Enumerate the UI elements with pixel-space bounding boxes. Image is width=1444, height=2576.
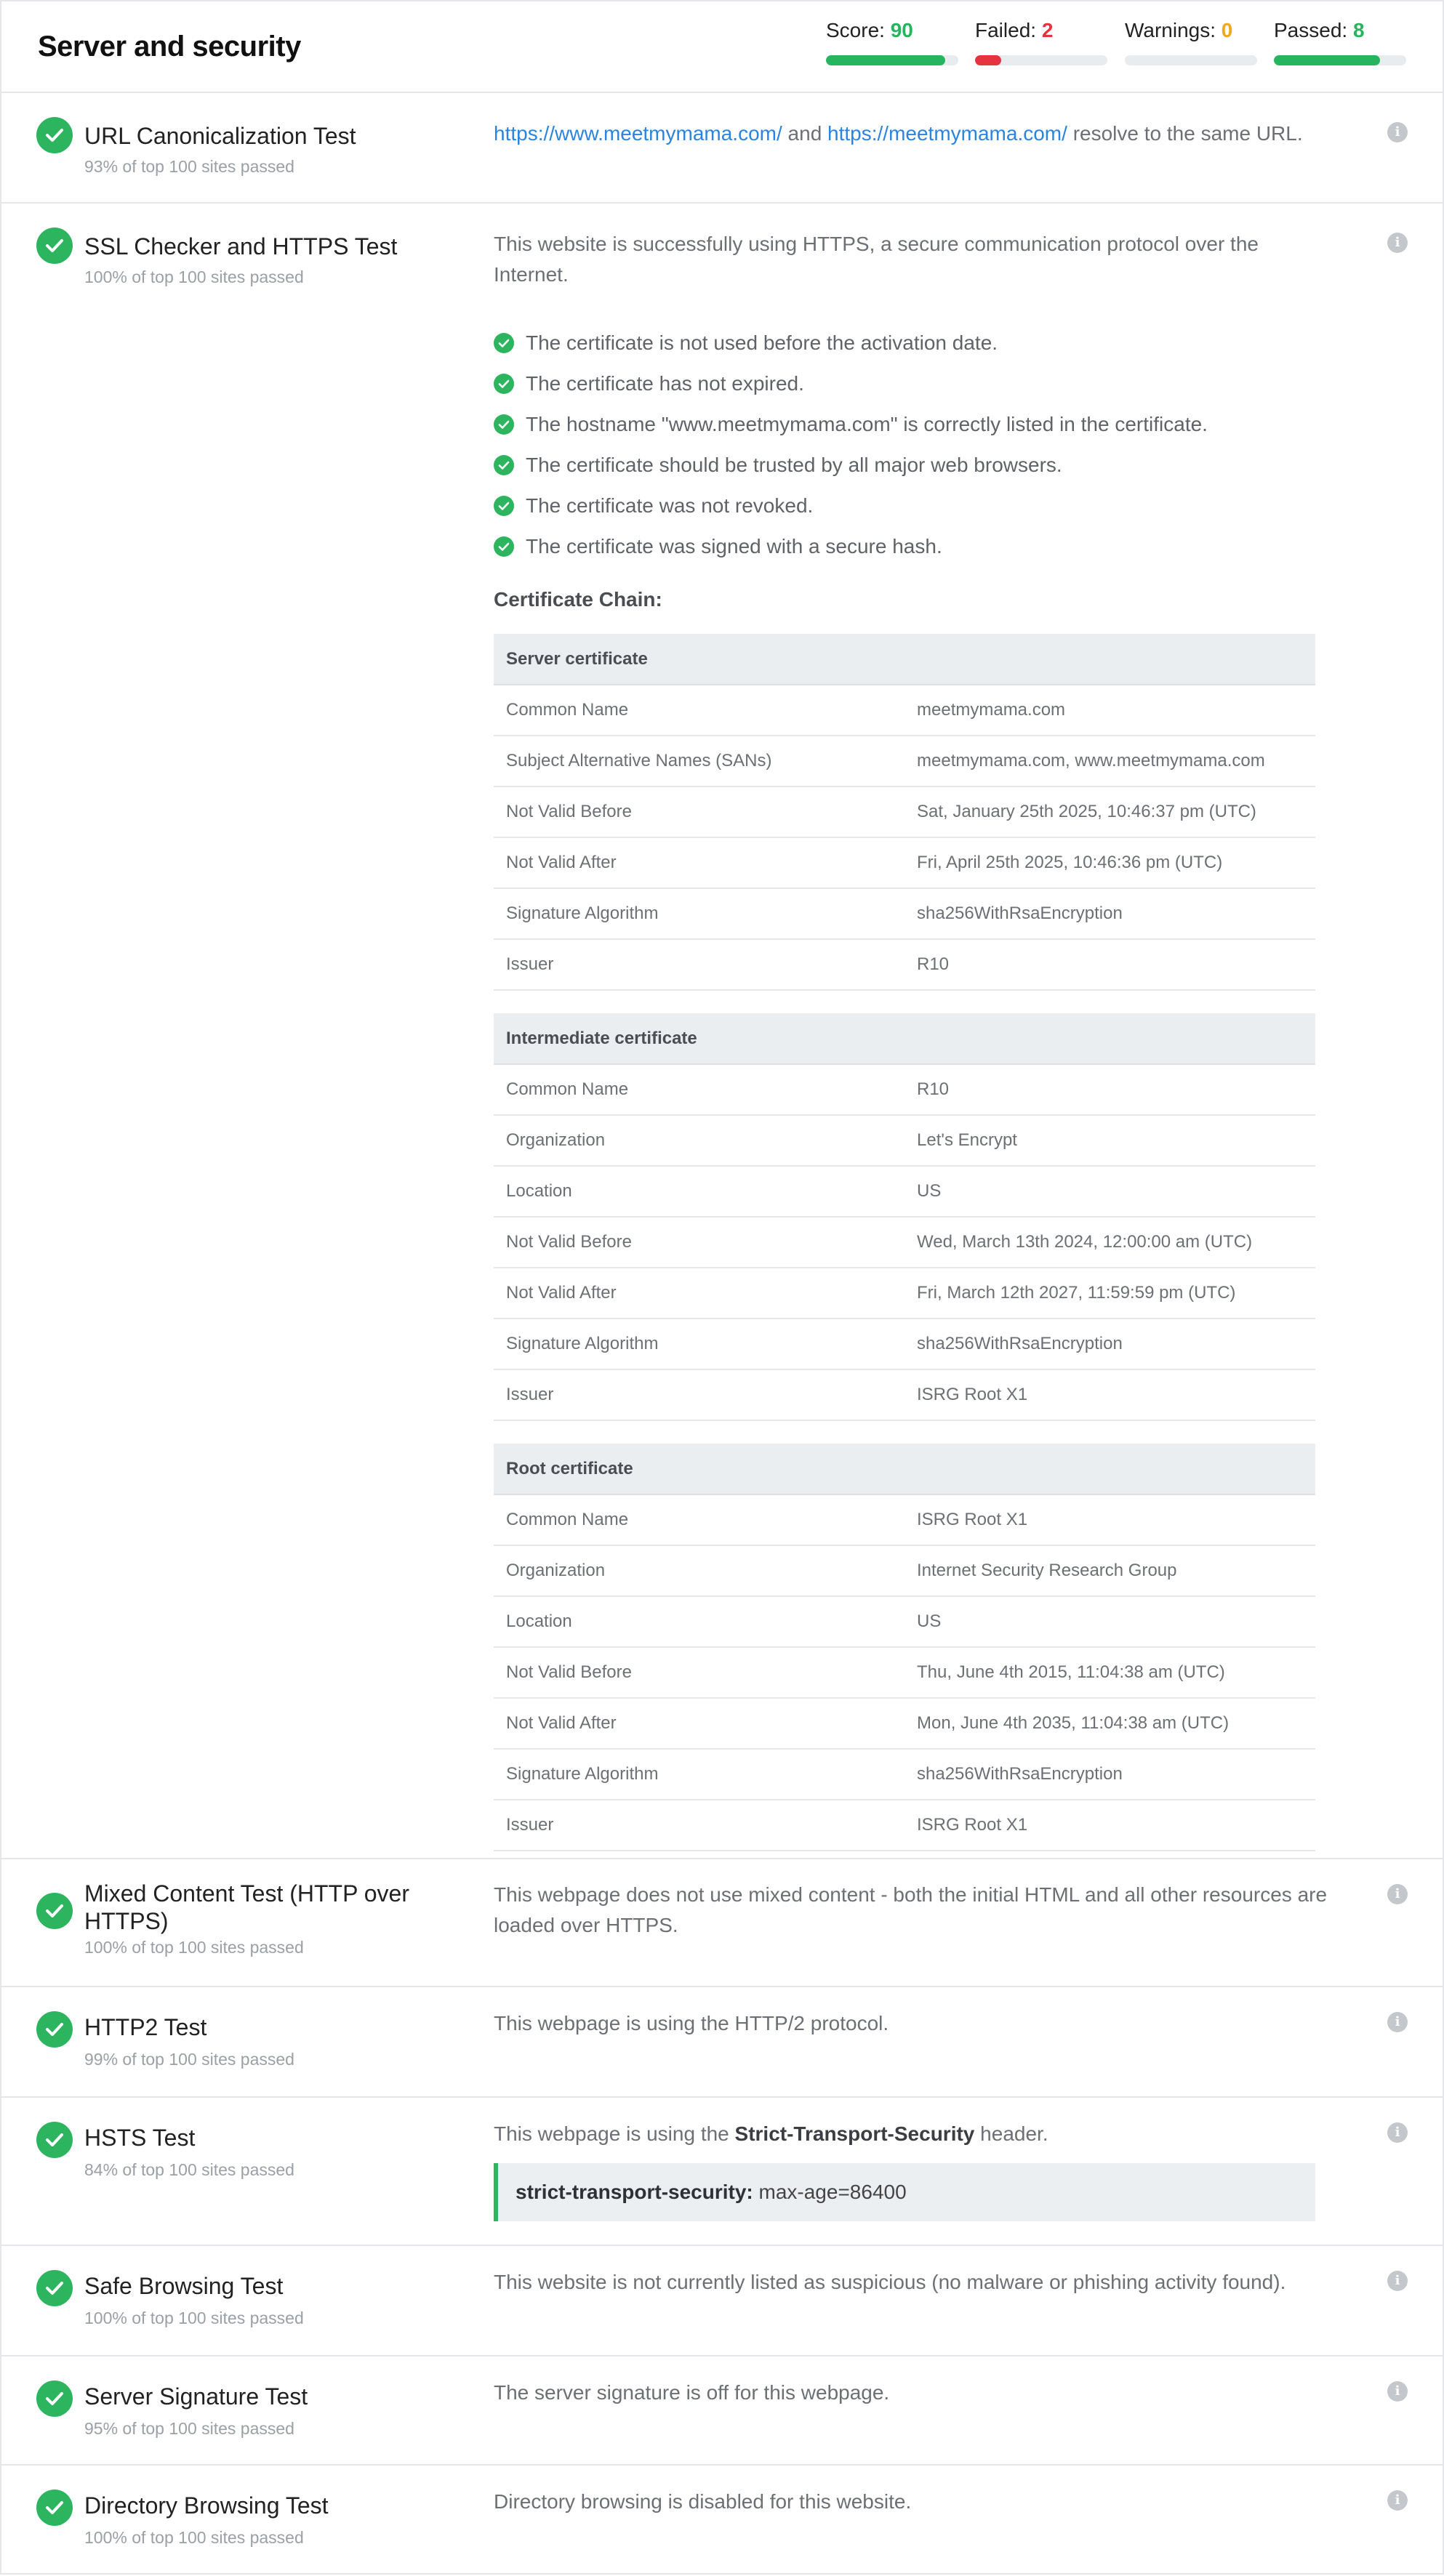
check-icon: [494, 374, 514, 394]
failed-value: 2: [1041, 19, 1054, 41]
test-pass-rate: 95% of top 100 sites passed: [84, 2419, 294, 2438]
info-icon[interactable]: i: [1387, 2381, 1408, 2402]
test-row-url-canonicalization: [1, 93, 1443, 204]
list-item: The certificate was signed with a secure hash.: [494, 534, 1208, 574]
cert-field-label: Not Valid After: [494, 837, 904, 888]
url-link-www[interactable]: https://www.meetmymama.com/: [494, 122, 782, 145]
score-bar: [826, 55, 958, 65]
failed-bar-fill: [975, 55, 1001, 65]
table-row: [494, 837, 1315, 888]
check-icon: [36, 1893, 73, 1929]
check-icon: [36, 2122, 73, 2158]
check-icon: [494, 536, 514, 557]
cert-field-value: R10: [904, 939, 1315, 990]
ssl-check-list: [494, 330, 1208, 574]
test-name: Server Signature Test: [84, 2383, 308, 2410]
intermediate-certificate-header: [494, 1013, 1315, 1064]
passed-value: 8: [1352, 19, 1365, 41]
cert-field-value: Fri, April 25th 2025, 10:46:36 pm (UTC): [904, 837, 1315, 888]
test-row-server-signature: [1, 2356, 1443, 2466]
test-row-safe-browsing: [1, 2246, 1443, 2356]
cert-field-value: Mon, June 4th 2035, 11:04:38 am (UTC): [904, 1698, 1315, 1749]
cert-field-value: Fri, March 12th 2027, 11:59:59 pm (UTC): [904, 1268, 1315, 1319]
check-icon: [494, 496, 514, 516]
desc-text: and: [787, 122, 822, 145]
check-icon: [494, 455, 514, 475]
cert-field-label: Not Valid After: [494, 1268, 904, 1319]
cert-field-value: Let's Encrypt: [904, 1115, 1315, 1166]
table-row: [494, 1319, 1315, 1369]
warnings-stat: [1125, 19, 1257, 65]
table-row: [494, 939, 1315, 990]
cert-field-label: Subject Alternative Names (SANs): [494, 736, 904, 786]
warnings-value: 0: [1221, 19, 1233, 41]
cert-field-label: Issuer: [494, 1369, 904, 1420]
info-icon[interactable]: i: [1387, 2490, 1408, 2511]
test-name: SSL Checker and HTTPS Test: [84, 233, 398, 259]
table-row: [494, 888, 1315, 939]
list-item: The certificate is not used before the activation date.: [494, 330, 1208, 371]
table-row: [494, 1698, 1315, 1749]
test-description: Directory browsing is disabled for this website.: [494, 2490, 912, 2513]
cert-field-label: Not Valid Before: [494, 1647, 904, 1698]
info-icon[interactable]: i: [1387, 2122, 1408, 2143]
certificate-chain-title: Certificate Chain:: [494, 588, 662, 611]
test-description: This website is not currently listed as suspicious (no malware or phishing activity found).: [494, 2271, 1286, 2293]
cert-field-value: ISRG Root X1: [904, 1800, 1315, 1851]
table-row: [494, 1494, 1315, 1545]
cert-field-label: Signature Algorithm: [494, 888, 904, 939]
cert-field-value: sha256WithRsaEncryption: [904, 1749, 1315, 1800]
failed-bar: [975, 55, 1107, 65]
table-spacer: [494, 1420, 1315, 1444]
cert-field-label: Common Name: [494, 685, 904, 736]
cert-field-label: Issuer: [494, 939, 904, 990]
failed-stat: [975, 19, 1107, 65]
test-description: [494, 118, 1330, 149]
test-pass-rate: 100% of top 100 sites passed: [84, 267, 304, 286]
info-icon[interactable]: i: [1387, 2271, 1408, 2291]
table-row: [494, 1217, 1315, 1268]
cert-field-value: meetmymama.com, www.meetmymama.com: [904, 736, 1315, 786]
cert-field-value: ISRG Root X1: [904, 1494, 1315, 1545]
table-row: [494, 786, 1315, 837]
test-description: This webpage is using the HTTP/2 protocol.: [494, 2012, 889, 2034]
passed-label: Passed:: [1274, 19, 1348, 41]
check-icon: [36, 2011, 73, 2048]
cert-field-label: Organization: [494, 1115, 904, 1166]
test-pass-rate: 100% of top 100 sites passed: [84, 1938, 304, 1957]
table-row: [494, 1268, 1315, 1319]
cert-field-label: Location: [494, 1166, 904, 1217]
url-link-root[interactable]: https://meetmymama.com/: [827, 122, 1067, 145]
cert-field-label: Common Name: [494, 1494, 904, 1545]
table-spacer: [494, 990, 1315, 1013]
test-name: Mixed Content Test (HTTP over HTTPS): [84, 1880, 409, 1934]
test-name: HTTP2 Test: [84, 2014, 207, 2040]
info-icon[interactable]: i: [1387, 233, 1408, 253]
test-description: This webpage does not use mixed content - both the initial HTML and all other resources are loaded over HTTPS.: [494, 1883, 1328, 1936]
test-description: The server signature is off for this webpage.: [494, 2381, 890, 2404]
certificate-chain-table: [494, 634, 1315, 1851]
section-title: Server and security: [38, 31, 301, 63]
header-key: strict-transport-security:: [516, 2181, 753, 2203]
passed-bar-fill: [1274, 55, 1380, 65]
list-item: The certificate was not revoked.: [494, 493, 1208, 534]
test-name: URL Canonicalization Test: [84, 123, 356, 149]
cert-field-label: Not Valid Before: [494, 786, 904, 837]
section-title: Root certificate: [494, 1444, 1315, 1494]
score-stat: [826, 19, 958, 65]
test-pass-rate: 99% of top 100 sites passed: [84, 2050, 294, 2069]
table-row: [494, 685, 1315, 736]
cert-field-label: Common Name: [494, 1064, 904, 1115]
check-icon: [36, 2270, 73, 2306]
list-item: The certificate has not expired.: [494, 371, 1208, 411]
table-row: [494, 1647, 1315, 1698]
table-row: [494, 1115, 1315, 1166]
cert-field-value: sha256WithRsaEncryption: [904, 1319, 1315, 1369]
test-name: Directory Browsing Test: [84, 2492, 329, 2519]
check-icon: [36, 228, 73, 264]
section-title: Server certificate: [494, 634, 1315, 685]
test-pass-rate: 100% of top 100 sites passed: [84, 2528, 304, 2547]
list-item: The certificate should be trusted by all major web browsers.: [494, 452, 1208, 493]
table-row: [494, 736, 1315, 786]
test-row-http2: [1, 1987, 1443, 2098]
test-description: This webpage is using the Strict-Transport-Security header.: [494, 2122, 1048, 2145]
table-row: [494, 1369, 1315, 1420]
test-row-directory-browsing: [1, 2466, 1443, 2576]
table-row: [494, 1596, 1315, 1647]
test-pass-rate: 93% of top 100 sites passed: [84, 157, 294, 176]
test-pass-rate: 100% of top 100 sites passed: [84, 2309, 304, 2327]
check-icon: [494, 414, 514, 435]
panel-header: [1, 1, 1443, 93]
test-pass-rate: 84% of top 100 sites passed: [84, 2160, 294, 2179]
cert-field-value: US: [904, 1596, 1315, 1647]
check-icon: [494, 333, 514, 353]
passed-stat: [1274, 19, 1406, 65]
check-icon: [36, 117, 73, 153]
warnings-bar: [1125, 55, 1257, 65]
cert-field-label: Not Valid After: [494, 1698, 904, 1749]
info-icon[interactable]: i: [1387, 2012, 1408, 2032]
cert-field-label: Not Valid Before: [494, 1217, 904, 1268]
root-certificate-header: [494, 1444, 1315, 1494]
cert-field-label: Organization: [494, 1545, 904, 1596]
check-icon: [36, 2490, 73, 2526]
table-row: [494, 1749, 1315, 1800]
cert-field-label: Issuer: [494, 1800, 904, 1851]
test-name: Safe Browsing Test: [84, 2273, 284, 2299]
cert-field-value: Sat, January 25th 2025, 10:46:37 pm (UTC): [904, 786, 1315, 837]
test-description: This website is successfully using HTTPS, a secure communication protocol over the Internet.: [494, 233, 1259, 286]
cert-field-value: Thu, June 4th 2015, 11:04:38 am (UTC): [904, 1647, 1315, 1698]
table-row: [494, 1166, 1315, 1217]
failed-label: Failed:: [975, 19, 1037, 41]
cert-field-value: sha256WithRsaEncryption: [904, 888, 1315, 939]
cert-field-value: ISRG Root X1: [904, 1369, 1315, 1420]
test-name: HSTS Test: [84, 2125, 196, 2151]
passed-bar: [1274, 55, 1406, 65]
score-value: 90: [890, 19, 913, 41]
test-row-mixed-content: [1, 1859, 1443, 1987]
section-title: Intermediate certificate: [494, 1013, 1315, 1064]
cert-field-label: Signature Algorithm: [494, 1319, 904, 1369]
cert-field-label: Signature Algorithm: [494, 1749, 904, 1800]
score-label: Score:: [826, 19, 885, 41]
cert-field-label: Location: [494, 1596, 904, 1647]
table-row: [494, 1545, 1315, 1596]
table-row: [494, 1800, 1315, 1851]
hsts-header-name: Strict-Transport-Security: [734, 2122, 975, 2145]
info-icon[interactable]: i: [1387, 122, 1408, 142]
hsts-header-code: [494, 2163, 1315, 2221]
server-certificate-header: [494, 634, 1315, 685]
table-row: [494, 1064, 1315, 1115]
cert-field-value: R10: [904, 1064, 1315, 1115]
score-bar-fill: [826, 55, 945, 65]
list-item: The hostname "www.meetmymama.com" is correctly listed in the certificate.: [494, 411, 1208, 452]
cert-field-value: meetmymama.com: [904, 685, 1315, 736]
warnings-label: Warnings:: [1125, 19, 1216, 41]
cert-field-value: Internet Security Research Group: [904, 1545, 1315, 1596]
header-value: max-age=86400: [758, 2181, 907, 2203]
desc-text: resolve to the same URL.: [1072, 122, 1303, 145]
cert-field-value: Wed, March 13th 2024, 12:00:00 am (UTC): [904, 1217, 1315, 1268]
check-icon: [36, 2380, 73, 2417]
cert-field-value: US: [904, 1166, 1315, 1217]
info-icon[interactable]: i: [1387, 1884, 1408, 1904]
